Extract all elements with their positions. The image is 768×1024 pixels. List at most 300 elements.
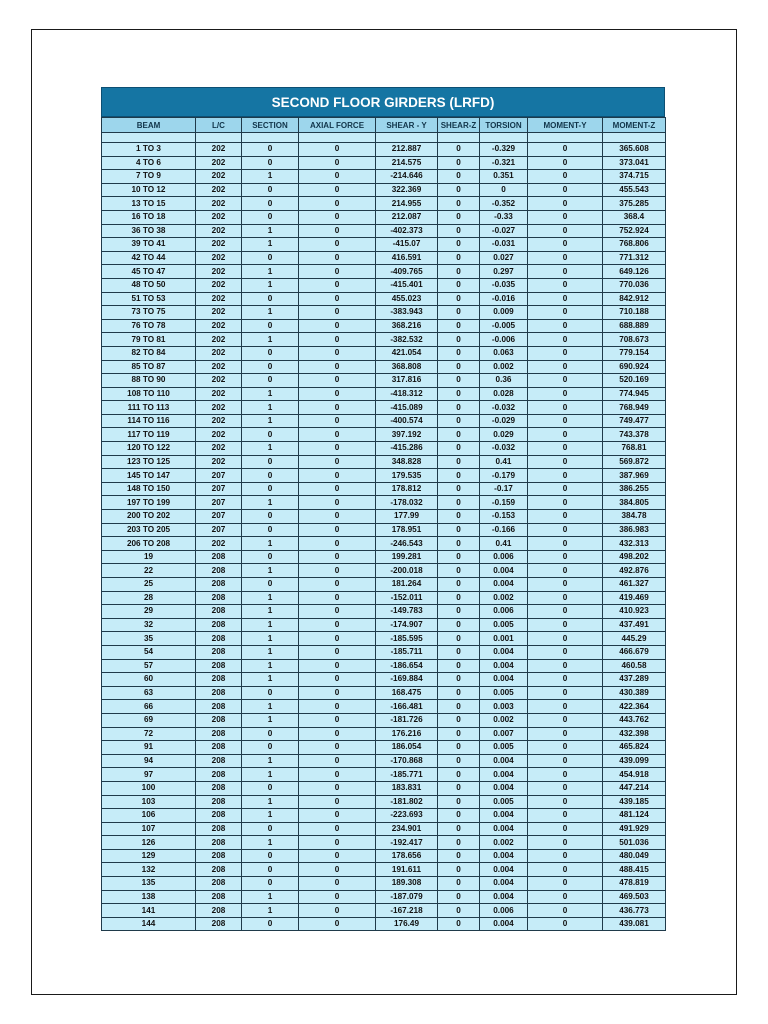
cell-axial-force: 0 (299, 455, 376, 469)
cell-shear-z: 0 (438, 795, 480, 809)
cell-beam: 138 (102, 890, 196, 904)
cell-shear-y: 397.192 (376, 428, 438, 442)
table-row (102, 333, 666, 347)
cell-shear-z: 0 (438, 210, 480, 224)
cell-shear-y: 348.828 (376, 455, 438, 469)
cell-torsion: 0 (480, 183, 528, 197)
cell-shear-z: 0 (438, 591, 480, 605)
cell-lc: 202 (196, 387, 242, 401)
cell-shear-z: 0 (438, 890, 480, 904)
cell-moment-z: 430.389 (603, 686, 666, 700)
cell-torsion: 0.004 (480, 917, 528, 931)
cell-beam: 88 TO 90 (102, 374, 196, 388)
cell-moment-y: 0 (528, 591, 603, 605)
cell-torsion: -0.032 (480, 442, 528, 456)
cell-section: 0 (242, 727, 299, 741)
cell-torsion: -0.166 (480, 523, 528, 537)
cell-moment-y: 0 (528, 414, 603, 428)
cell-moment-z: 492.876 (603, 564, 666, 578)
cell-axial-force: 0 (299, 374, 376, 388)
table-row (102, 700, 666, 714)
cell-beam: 85 TO 87 (102, 360, 196, 374)
cell-axial-force: 0 (299, 904, 376, 918)
cell-shear-z: 0 (438, 455, 480, 469)
cell-shear-z: 0 (438, 523, 480, 537)
cell-lc: 207 (196, 523, 242, 537)
cell-section: 1 (242, 632, 299, 646)
cell-shear-z: 0 (438, 537, 480, 551)
cell-lc: 202 (196, 333, 242, 347)
cell-shear-z: 0 (438, 768, 480, 782)
cell-beam: 141 (102, 904, 196, 918)
cell-shear-z: 0 (438, 564, 480, 578)
cell-torsion: 0.006 (480, 605, 528, 619)
table-row (102, 795, 666, 809)
table-row (102, 292, 666, 306)
cell-moment-y: 0 (528, 781, 603, 795)
cell-axial-force: 0 (299, 768, 376, 782)
table-row (102, 836, 666, 850)
cell-moment-y: 0 (528, 741, 603, 755)
cell-section: 1 (242, 496, 299, 510)
cell-beam: 16 TO 18 (102, 210, 196, 224)
cell-torsion: -0.035 (480, 278, 528, 292)
cell-lc: 202 (196, 265, 242, 279)
table-row (102, 673, 666, 687)
cell-torsion: 0.004 (480, 890, 528, 904)
table-row (102, 278, 666, 292)
cell-lc: 202 (196, 374, 242, 388)
table-row (102, 727, 666, 741)
cell-axial-force: 0 (299, 578, 376, 592)
table-row (102, 306, 666, 320)
cell-shear-y: -181.802 (376, 795, 438, 809)
cell-section: 1 (242, 265, 299, 279)
cell-beam: 129 (102, 849, 196, 863)
cell-moment-y: 0 (528, 768, 603, 782)
cell-moment-z: 465.824 (603, 741, 666, 755)
cell-beam: 94 (102, 754, 196, 768)
cell-section: 0 (242, 156, 299, 170)
cell-shear-z: 0 (438, 183, 480, 197)
cell-moment-z: 375.285 (603, 197, 666, 211)
cell-torsion: 0.006 (480, 904, 528, 918)
cell-section: 1 (242, 754, 299, 768)
cell-axial-force: 0 (299, 156, 376, 170)
cell-moment-y: 0 (528, 333, 603, 347)
cell-shear-y: 186.054 (376, 741, 438, 755)
cell-axial-force: 0 (299, 591, 376, 605)
cell-axial-force: 0 (299, 183, 376, 197)
cell-shear-y: 176.49 (376, 917, 438, 931)
cell-shear-z: 0 (438, 143, 480, 157)
cell-axial-force: 0 (299, 618, 376, 632)
cell-shear-y: 317.816 (376, 374, 438, 388)
cell-shear-z: 0 (438, 156, 480, 170)
cell-shear-z: 0 (438, 469, 480, 483)
cell-moment-z: 454.918 (603, 768, 666, 782)
cell-axial-force: 0 (299, 836, 376, 850)
cell-axial-force: 0 (299, 849, 376, 863)
table-row (102, 455, 666, 469)
cell-moment-y: 0 (528, 197, 603, 211)
col-header-moment-y: MOMENT-Y (528, 118, 603, 133)
cell-shear-y: -152.011 (376, 591, 438, 605)
cell-beam: 197 TO 199 (102, 496, 196, 510)
cell-beam: 66 (102, 700, 196, 714)
cell-moment-z: 488.415 (603, 863, 666, 877)
table-row (102, 360, 666, 374)
cell-axial-force: 0 (299, 795, 376, 809)
cell-section: 0 (242, 360, 299, 374)
cell-axial-force: 0 (299, 469, 376, 483)
table-row (102, 428, 666, 442)
cell-moment-z: 373.041 (603, 156, 666, 170)
cell-shear-y: -418.312 (376, 387, 438, 401)
cell-moment-y: 0 (528, 605, 603, 619)
cell-torsion: 0.351 (480, 170, 528, 184)
cell-section: 1 (242, 659, 299, 673)
cell-lc: 208 (196, 849, 242, 863)
cell-moment-y: 0 (528, 795, 603, 809)
cell-lc: 202 (196, 414, 242, 428)
cell-shear-z: 0 (438, 754, 480, 768)
cell-lc: 202 (196, 401, 242, 415)
cell-moment-y: 0 (528, 143, 603, 157)
cell-shear-z: 0 (438, 319, 480, 333)
cell-torsion: 0.007 (480, 727, 528, 741)
cell-beam: 19 (102, 550, 196, 564)
cell-shear-y: -169.884 (376, 673, 438, 687)
cell-section: 1 (242, 809, 299, 823)
cell-moment-y: 0 (528, 754, 603, 768)
cell-moment-y: 0 (528, 578, 603, 592)
cell-axial-force: 0 (299, 510, 376, 524)
cell-lc: 208 (196, 564, 242, 578)
cell-shear-z: 0 (438, 618, 480, 632)
cell-shear-z: 0 (438, 510, 480, 524)
cell-axial-force: 0 (299, 550, 376, 564)
table-row (102, 781, 666, 795)
cell-shear-y: -409.765 (376, 265, 438, 279)
cell-axial-force: 0 (299, 645, 376, 659)
cell-moment-z: 460.58 (603, 659, 666, 673)
cell-beam: 117 TO 119 (102, 428, 196, 442)
cell-section: 1 (242, 537, 299, 551)
cell-torsion: 0.297 (480, 265, 528, 279)
cell-axial-force: 0 (299, 143, 376, 157)
table-row (102, 210, 666, 224)
cell-axial-force: 0 (299, 713, 376, 727)
cell-beam: 91 (102, 741, 196, 755)
cell-beam: 36 TO 38 (102, 224, 196, 238)
cell-moment-z: 386.983 (603, 523, 666, 537)
cell-moment-y: 0 (528, 550, 603, 564)
cell-section: 1 (242, 278, 299, 292)
cell-shear-z: 0 (438, 700, 480, 714)
cell-axial-force: 0 (299, 659, 376, 673)
cell-moment-z: 842.912 (603, 292, 666, 306)
cell-shear-z: 0 (438, 632, 480, 646)
cell-section: 0 (242, 917, 299, 931)
table-row (102, 645, 666, 659)
cell-torsion: 0.006 (480, 550, 528, 564)
girder-table (101, 117, 666, 931)
cell-section: 0 (242, 469, 299, 483)
cell-shear-y: 191.611 (376, 863, 438, 877)
blank-row (102, 133, 666, 143)
cell-lc: 208 (196, 877, 242, 891)
cell-axial-force: 0 (299, 414, 376, 428)
cell-beam: 111 TO 113 (102, 401, 196, 415)
cell-shear-y: -382.532 (376, 333, 438, 347)
col-header-beam: BEAM (102, 118, 196, 133)
cell-moment-z: 437.491 (603, 618, 666, 632)
cell-section: 1 (242, 700, 299, 714)
cell-axial-force: 0 (299, 781, 376, 795)
cell-moment-z: 743.378 (603, 428, 666, 442)
cell-beam: 1 TO 3 (102, 143, 196, 157)
cell-moment-z: 501.036 (603, 836, 666, 850)
cell-shear-y: -185.771 (376, 768, 438, 782)
cell-moment-z: 384.805 (603, 496, 666, 510)
table-row (102, 510, 666, 524)
cell-beam: 54 (102, 645, 196, 659)
table-row (102, 537, 666, 551)
cell-shear-z: 0 (438, 238, 480, 252)
cell-shear-y: 368.808 (376, 360, 438, 374)
cell-moment-z: 439.099 (603, 754, 666, 768)
cell-shear-z: 0 (438, 197, 480, 211)
cell-beam: 108 TO 110 (102, 387, 196, 401)
col-header-section: SECTION (242, 118, 299, 133)
cell-section: 0 (242, 428, 299, 442)
cell-moment-y: 0 (528, 564, 603, 578)
cell-lc: 202 (196, 197, 242, 211)
cell-section: 1 (242, 890, 299, 904)
cell-lc: 208 (196, 578, 242, 592)
cell-beam: 63 (102, 686, 196, 700)
cell-moment-z: 447.214 (603, 781, 666, 795)
cell-torsion: 0.009 (480, 306, 528, 320)
cell-section: 0 (242, 374, 299, 388)
cell-torsion: -0.159 (480, 496, 528, 510)
cell-torsion: 0.004 (480, 822, 528, 836)
cell-moment-z: 410.923 (603, 605, 666, 619)
cell-moment-y: 0 (528, 537, 603, 551)
cell-shear-y: -246.543 (376, 537, 438, 551)
cell-moment-y: 0 (528, 292, 603, 306)
cell-shear-z: 0 (438, 550, 480, 564)
cell-lc: 208 (196, 754, 242, 768)
cell-torsion: -0.027 (480, 224, 528, 238)
cell-shear-y: 176.216 (376, 727, 438, 741)
cell-moment-y: 0 (528, 428, 603, 442)
cell-moment-z: 443.762 (603, 713, 666, 727)
cell-shear-z: 0 (438, 822, 480, 836)
cell-beam: 76 TO 78 (102, 319, 196, 333)
cell-shear-z: 0 (438, 781, 480, 795)
cell-moment-z: 770.036 (603, 278, 666, 292)
cell-moment-z: 498.202 (603, 550, 666, 564)
cell-moment-z: 386.255 (603, 482, 666, 496)
cell-section: 1 (242, 713, 299, 727)
cell-beam: 51 TO 53 (102, 292, 196, 306)
cell-moment-y: 0 (528, 713, 603, 727)
cell-shear-z: 0 (438, 401, 480, 415)
cell-axial-force: 0 (299, 346, 376, 360)
cell-axial-force: 0 (299, 401, 376, 415)
cell-beam: 200 TO 202 (102, 510, 196, 524)
cell-moment-z: 469.503 (603, 890, 666, 904)
cell-lc: 202 (196, 455, 242, 469)
cell-beam: 69 (102, 713, 196, 727)
cell-torsion: 0.029 (480, 428, 528, 442)
cell-shear-z: 0 (438, 578, 480, 592)
cell-moment-z: 365.608 (603, 143, 666, 157)
cell-moment-z: 520.169 (603, 374, 666, 388)
cell-axial-force: 0 (299, 306, 376, 320)
cell-axial-force: 0 (299, 822, 376, 836)
cell-axial-force: 0 (299, 387, 376, 401)
cell-moment-z: 432.313 (603, 537, 666, 551)
col-header-shear-y: SHEAR - Y (376, 118, 438, 133)
cell-shear-y: 177.99 (376, 510, 438, 524)
cell-torsion: 0.004 (480, 659, 528, 673)
cell-shear-z: 0 (438, 645, 480, 659)
cell-axial-force: 0 (299, 632, 376, 646)
cell-shear-z: 0 (438, 278, 480, 292)
cell-section: 1 (242, 618, 299, 632)
cell-shear-z: 0 (438, 686, 480, 700)
cell-moment-y: 0 (528, 673, 603, 687)
cell-beam: 10 TO 12 (102, 183, 196, 197)
cell-shear-y: 178.656 (376, 849, 438, 863)
cell-torsion: 0.36 (480, 374, 528, 388)
cell-shear-y: 178.812 (376, 482, 438, 496)
table-row (102, 713, 666, 727)
table-row (102, 822, 666, 836)
cell-torsion: 0.004 (480, 768, 528, 782)
cell-beam: 132 (102, 863, 196, 877)
cell-beam: 145 TO 147 (102, 469, 196, 483)
cell-lc: 208 (196, 741, 242, 755)
cell-torsion: 0.002 (480, 836, 528, 850)
cell-shear-y: -166.481 (376, 700, 438, 714)
cell-axial-force: 0 (299, 686, 376, 700)
table-row (102, 768, 666, 782)
cell-torsion: -0.032 (480, 401, 528, 415)
cell-shear-y: 168.475 (376, 686, 438, 700)
cell-moment-z: 491.929 (603, 822, 666, 836)
cell-moment-y: 0 (528, 822, 603, 836)
cell-moment-z: 768.81 (603, 442, 666, 456)
cell-beam: 100 (102, 781, 196, 795)
cell-axial-force: 0 (299, 537, 376, 551)
cell-section: 0 (242, 319, 299, 333)
sheet-title: SECOND FLOOR GIRDERS (LRFD) (101, 87, 665, 117)
cell-shear-z: 0 (438, 659, 480, 673)
cell-lc: 207 (196, 469, 242, 483)
cell-beam: 42 TO 44 (102, 251, 196, 265)
cell-beam: 73 TO 75 (102, 306, 196, 320)
cell-moment-y: 0 (528, 183, 603, 197)
cell-moment-z: 461.327 (603, 578, 666, 592)
cell-beam: 13 TO 15 (102, 197, 196, 211)
cell-shear-y: -415.401 (376, 278, 438, 292)
cell-lc: 202 (196, 170, 242, 184)
cell-section: 1 (242, 387, 299, 401)
cell-moment-y: 0 (528, 510, 603, 524)
cell-moment-z: 368.4 (603, 210, 666, 224)
cell-moment-y: 0 (528, 700, 603, 714)
cell-beam: 114 TO 116 (102, 414, 196, 428)
table-row (102, 863, 666, 877)
cell-shear-z: 0 (438, 428, 480, 442)
cell-torsion: 0.004 (480, 754, 528, 768)
cell-lc: 208 (196, 659, 242, 673)
cell-shear-y: 368.216 (376, 319, 438, 333)
cell-shear-y: -223.693 (376, 809, 438, 823)
cell-axial-force: 0 (299, 278, 376, 292)
cell-shear-y: -187.079 (376, 890, 438, 904)
cell-moment-y: 0 (528, 251, 603, 265)
cell-axial-force: 0 (299, 360, 376, 374)
girder-sheet (101, 87, 665, 931)
cell-moment-y: 0 (528, 387, 603, 401)
cell-beam: 32 (102, 618, 196, 632)
cell-lc: 202 (196, 537, 242, 551)
cell-moment-y: 0 (528, 917, 603, 931)
cell-section: 0 (242, 510, 299, 524)
cell-torsion: 0.002 (480, 360, 528, 374)
table-row (102, 904, 666, 918)
cell-beam: 4 TO 6 (102, 156, 196, 170)
cell-lc: 202 (196, 156, 242, 170)
cell-lc: 208 (196, 686, 242, 700)
cell-axial-force: 0 (299, 727, 376, 741)
cell-moment-y: 0 (528, 346, 603, 360)
cell-shear-y: -415.286 (376, 442, 438, 456)
cell-shear-z: 0 (438, 360, 480, 374)
cell-beam: 203 TO 205 (102, 523, 196, 537)
table-row (102, 401, 666, 415)
cell-lc: 207 (196, 510, 242, 524)
cell-torsion: 0.002 (480, 591, 528, 605)
cell-section: 0 (242, 292, 299, 306)
cell-axial-force: 0 (299, 428, 376, 442)
cell-section: 0 (242, 210, 299, 224)
cell-moment-z: 768.806 (603, 238, 666, 252)
cell-torsion: 0.027 (480, 251, 528, 265)
cell-lc: 208 (196, 822, 242, 836)
cell-axial-force: 0 (299, 224, 376, 238)
cell-lc: 202 (196, 428, 242, 442)
cell-shear-z: 0 (438, 265, 480, 279)
cell-section: 0 (242, 251, 299, 265)
cell-lc: 208 (196, 550, 242, 564)
table-row (102, 578, 666, 592)
cell-section: 0 (242, 346, 299, 360)
cell-moment-z: 480.049 (603, 849, 666, 863)
cell-axial-force: 0 (299, 170, 376, 184)
cell-shear-z: 0 (438, 605, 480, 619)
col-header-lc: L/C (196, 118, 242, 133)
cell-section: 0 (242, 781, 299, 795)
cell-lc: 202 (196, 224, 242, 238)
cell-moment-y: 0 (528, 659, 603, 673)
cell-moment-y: 0 (528, 496, 603, 510)
